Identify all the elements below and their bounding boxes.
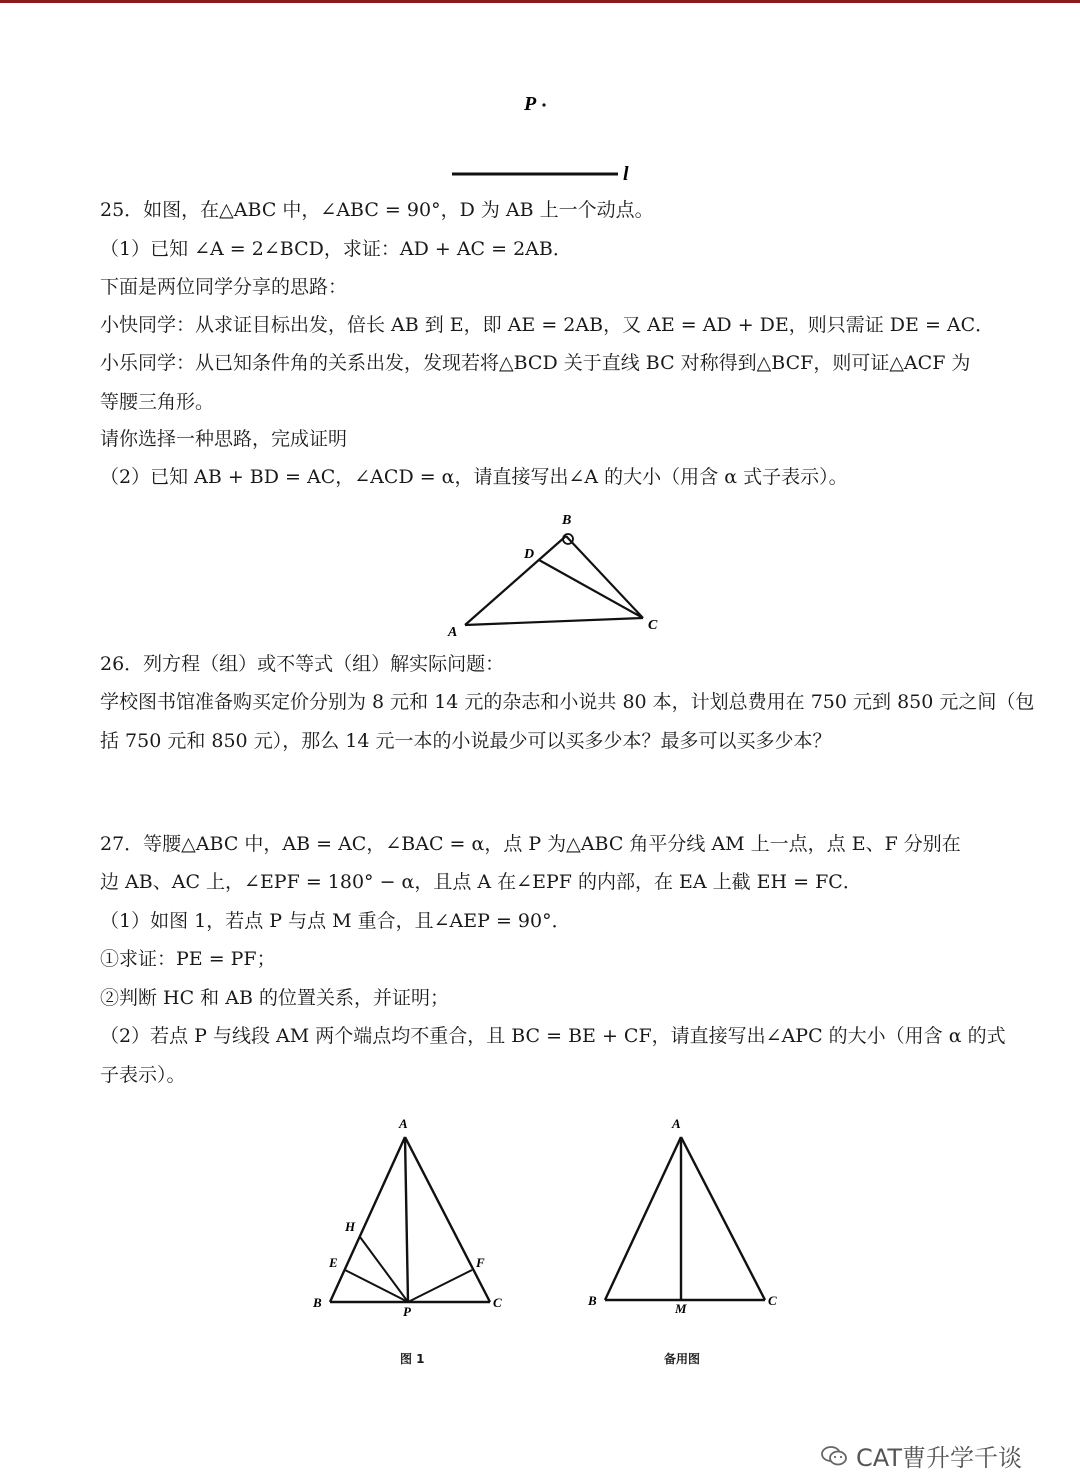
label-b: B [588,1293,597,1308]
q26-line1: 学校图书馆准备购买定价分别为 8 元和 14 元的杂志和小说共 80 本，计划总费用在 750 元到 850 元之间（包 [100,691,1035,713]
label-a: A [448,625,458,640]
label-m: M [675,1301,687,1316]
label-f: F [476,1255,485,1270]
label-c: C [493,1295,502,1310]
label-c: C [768,1293,777,1308]
q25-figure [440,508,680,643]
q27-figure-1-caption: 图 1 [400,1352,425,1366]
point-p-dot [542,103,545,106]
label-b: B [313,1295,322,1310]
q27-spare-figure-caption: 备用图 [664,1352,701,1366]
segment-ap [405,1137,408,1302]
q25-idea2b: 等腰三角形。 [100,391,215,413]
segment-ac [405,1137,490,1302]
top-border [0,0,1080,3]
label-line-l: l [623,163,629,185]
label-p: P [403,1304,411,1319]
label-d: D [524,547,535,562]
segment-pe [345,1270,408,1302]
q26-stem: 26．列方程（组）或不等式（组）解实际问题： [100,653,505,675]
segment-ac [465,618,643,625]
segment-bc [566,536,643,618]
q25-stem: 25．如图，在△ABC 中，∠ABC = 90°，D 为 AB 上一个动点。 [100,199,654,221]
figure-point-line [440,85,640,185]
q25-part1: （1）已知 ∠A = 2∠BCD，求证：AD + AC = 2AB． [100,238,572,260]
label-h: H [345,1219,356,1234]
q25-idea1: 小快同学：从求证目标出发，倍长 AB 到 E，即 AE = 2AB，又 AE = AD + DE，则只需证 DE = AC． [100,314,995,336]
q27-stem1: 27．等腰△ABC 中，AB = AC，∠BAC = α，点 P 为△ABC 角平分线 AM 上一点，点 E、F 分别在 [100,833,961,855]
q27-spare-figure [580,1110,790,1320]
label-a: A [672,1116,681,1131]
label-point-p: P [524,93,537,115]
q27-figure-1 [300,1110,520,1320]
q26-line2: 括 750 元和 850 元），那么 14 元一本的小说最少可以买多少本？最多可以买多少本？ [100,730,832,752]
segment-ab [605,1137,681,1300]
watermark [820,1438,1022,1473]
watermark-text: CAT曹升学千谈 [856,1444,1022,1472]
segment-ab [330,1137,405,1302]
q27-sub2: ②判断 HC 和 AB 的位置关系，并证明； [100,987,449,1009]
q25-idea2a: 小乐同学：从已知条件角的关系出发，发现若将△BCD 关于直线 BC 对称得到△BCF，则可证△ACF 为 [100,352,971,374]
wechat-icon [820,1444,848,1468]
segment-ph [360,1237,408,1302]
segment-dc [539,560,643,618]
q25-prompt: 请你选择一种思路，完成证明 [100,428,348,450]
q27-part1: （1）如图 1，若点 P 与点 M 重合，且∠AEP = 90°． [100,910,571,932]
label-a: A [399,1116,408,1131]
segment-pf [408,1270,472,1302]
label-b: B [562,513,572,528]
label-c: C [648,618,658,633]
q27-sub1: ①求证：PE = PF； [100,948,276,970]
q27-stem2: 边 AB、AC 上，∠EPF = 180° − α，且点 A 在∠EPF 的内部，在 EA 上截 EH = FC． [100,871,862,893]
segment-ac [681,1137,765,1300]
segment-ab [465,536,566,625]
q27-part2b: 子表示）。 [100,1064,186,1086]
q25-part2: （2）已知 AB + BD = AC，∠ACD = α，请直接写出∠A 的大小（用含 α 式子表示）。 [100,466,848,488]
q25-intro: 下面是两位同学分享的思路： [100,276,348,298]
q27-part2a: （2）若点 P 与线段 AM 两个端点均不重合，且 BC = BE + CF，请直接写出∠APC 的大小（用含 α 的式 [100,1025,1006,1047]
label-e: E [329,1255,338,1270]
